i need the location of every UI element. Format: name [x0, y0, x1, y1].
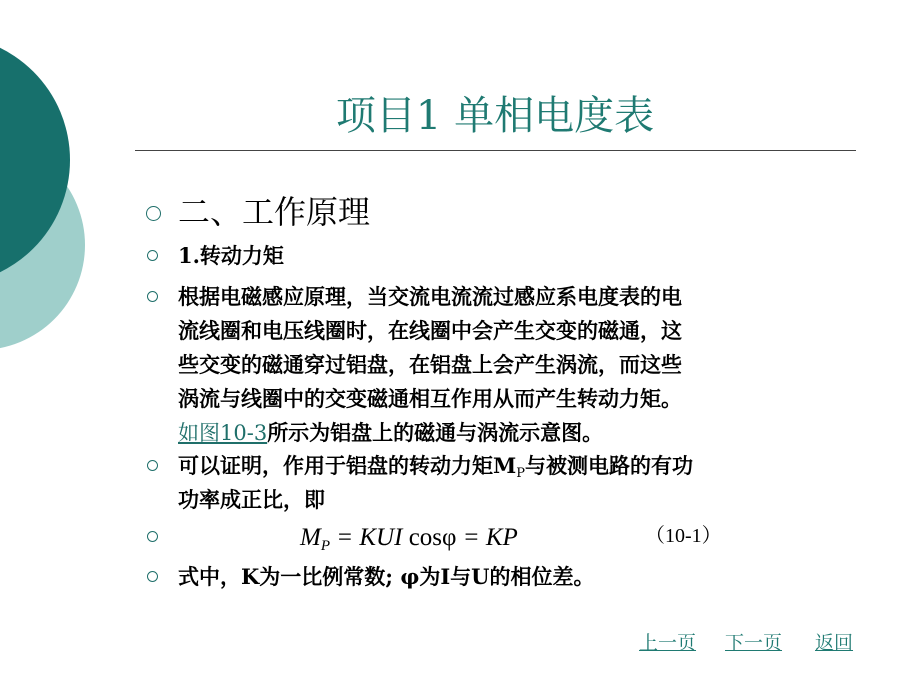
- title-divider: [135, 150, 856, 151]
- decorative-circles: [0, 0, 120, 360]
- equation-number: （10-1）: [645, 525, 722, 547]
- slide-title: 项目1 单相电度表: [335, 93, 655, 139]
- bullet-circle: [147, 291, 158, 302]
- torque-subscript: P: [516, 466, 525, 481]
- paragraph-line: [178, 416, 798, 450]
- proof-statement-line2: 功率成正比，即: [178, 487, 325, 512]
- section-heading: 二、工作原理: [178, 193, 371, 231]
- next-page-link[interactable]: 下一页: [725, 632, 783, 654]
- formula-part: = KUI: [330, 524, 403, 551]
- paragraph-tail: 所示为铝盘上的磁通与涡流示意图。: [267, 420, 604, 445]
- definition-line: 式中，K为一比例常数; φ为I与U的相位差。: [178, 564, 595, 589]
- paragraph-line: 流线圈和电压线圈时，在线圈中会产生交变的磁通，这: [178, 318, 682, 343]
- bullet-circle: [147, 531, 158, 542]
- prev-page-link[interactable]: 上一页: [639, 632, 697, 654]
- bullet-circle: [147, 571, 158, 582]
- paragraph-line: 些交变的磁通穿过铝盘，在铝盘上会产生涡流，而这些: [178, 352, 682, 377]
- paragraph-line: 涡流与线圈中的交变磁通相互作用从而产生转动力矩。: [178, 386, 682, 411]
- torque-formula: [300, 521, 518, 563]
- bullet-circle: [147, 250, 158, 261]
- proof-text: 可以证明，作用于铝盘的转动力矩M: [178, 453, 517, 478]
- formula-m: M: [300, 524, 321, 551]
- proof-text: 与被测电路的有功: [525, 453, 693, 478]
- principle-paragraph: [178, 280, 798, 450]
- bullet-circle: [147, 460, 158, 471]
- paragraph-line: 根据电磁感应原理，当交流电流流过感应系电度表的电: [178, 284, 682, 309]
- formula-subscript: P: [320, 538, 330, 554]
- back-link[interactable]: 返回: [815, 632, 854, 654]
- bullet-circle: [146, 206, 161, 221]
- figure-10-3-link[interactable]: 如图10-3: [178, 421, 268, 445]
- formula-part: = KP: [456, 524, 518, 551]
- formula-cos: cosφ: [402, 524, 457, 551]
- subsection-heading: 1.转动力矩: [178, 243, 284, 268]
